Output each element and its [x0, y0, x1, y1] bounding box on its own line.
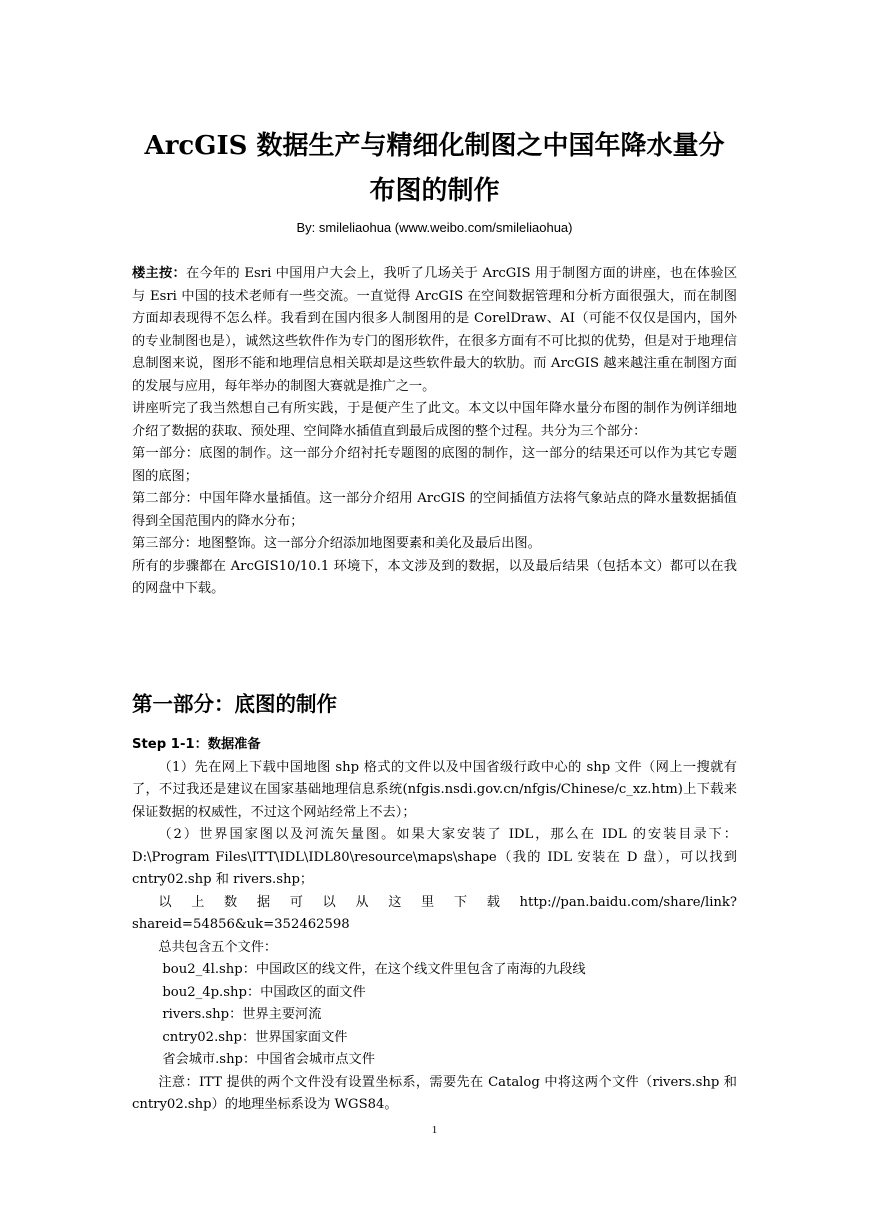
list-item: rivers.shp：世界主要河流 [162, 1007, 322, 1022]
intro-section [132, 263, 737, 601]
step-paragraph-2: （2）世界国家图以及河流矢量图。如果大家安装了 IDL，那么在 IDL 的安装目录下：D:\Program Files\ITT\IDL\IDL80\resource\maps\shape（我的 IDL 安装在 D 盘），可以找到 cntry02.shp 和 rivers.shp； [132, 827, 737, 887]
intro-paragraph-3: 第一部分：底图的制作。这一部分介绍衬托专题图的底图的制作，这一部分的结果还可以作为其它专题图的底图； [132, 446, 737, 484]
lead-text: 在今年的 Esri 中国用户大会上，我听了几场关于 ArcGIS 用于制图方面的讲座，也在体验区与 Esri 中国的技术老师有一些交流。一直觉得 ArcGIS 在空间数据管理和分析方面很强大，而在制图方面却表现得不怎么样。我看到在国内很多人制图用的是 CorelDraw、AI（可能不仅仅是国内，国外的专业制图也是），诚然这些软件作为专门的图形软件，在很多方面有不可比拟的优势，但是对于地理信息制图来说，图形不能和地理信息相关联却是这些软件最大的软肋。而 ArcGIS 越来越注重在制图方面的发展与应用，每年举办的制图大赛就是推广之一。 [132, 266, 738, 394]
intro-paragraph-4: 第二部分：中国年降水量插值。这一部分介绍用 ArcGIS 的空间插值方法将气象站点的降水量数据插值得到全国范围内的降水分布； [132, 491, 737, 529]
page-number: 1 [431, 1124, 438, 1136]
author-byline: By: smileliaohua (www.weibo.com/smileliaohua) [296, 220, 573, 235]
intro-paragraph-1 [132, 263, 737, 398]
note-paragraph: 注意：ITT 提供的两个文件没有设置坐标系，需要先在 Catalog 中将这两个文件（rivers.shp 和 cntry02.shp）的地理坐标系设为 WGS84。 [132, 1074, 737, 1112]
step-title: Step 1-1：数据准备 [132, 737, 261, 752]
list-item: 省会城市.shp：中国省会城市点文件 [162, 1052, 375, 1067]
list-item: cntry02.shp：世界国家面文件 [162, 1029, 348, 1045]
document-title: ArcGIS 数据生产与精细化制图之中国年降水量分布图的制作 [144, 131, 725, 206]
list-item: bou2_4l.shp：中国政区的线文件，在这个线文件里包含了南海的九段线 [162, 962, 586, 977]
step-section [132, 734, 737, 1117]
file-list [132, 959, 737, 1072]
intro-paragraph-5: 第三部分：地图整饰。这一部分介绍添加地图要素和美化及最后出图。 [132, 536, 541, 551]
step-paragraph-1: （1）先在网上下载中国地图 shp 格式的文件以及中国省级行政中心的 shp 文件（网上一搜就有了，不过我还是建议在国家基础地理信息系统(nfgis.nsdi.gov.cn/nfgis/Chinese/c_xz.htm)上下载来保证数据的权威性，不过这个网站经常上不去）； [132, 759, 737, 820]
list-item: bou2_4p.shp：中国政区的面文件 [162, 984, 366, 1000]
download-line: 以上数据可以从这里下载http://pan.baidu.com/share/link?shareid=54856&uk=352462598 [132, 894, 737, 932]
intro-paragraph-6: 所有的步骤都在 ArcGIS10/10.1 环境下，本文涉及到的数据，以及最后结果（包括本文）都可以在我的网盘中下载。 [132, 558, 737, 596]
files-intro: 总共包含五个文件： [158, 939, 278, 955]
intro-paragraph-2: 讲座听完了我当然想自己有所实践，于是便产生了此文。本文以中国年降水量分布图的制作为例详细地介绍了数据的获取、预处理、空间降水插值直到最后成图的整个过程。共分为三个部分： [132, 401, 737, 439]
lead-label: 楼主按： [132, 266, 186, 281]
section-heading: 第一部分：底图的制作 [132, 692, 337, 716]
